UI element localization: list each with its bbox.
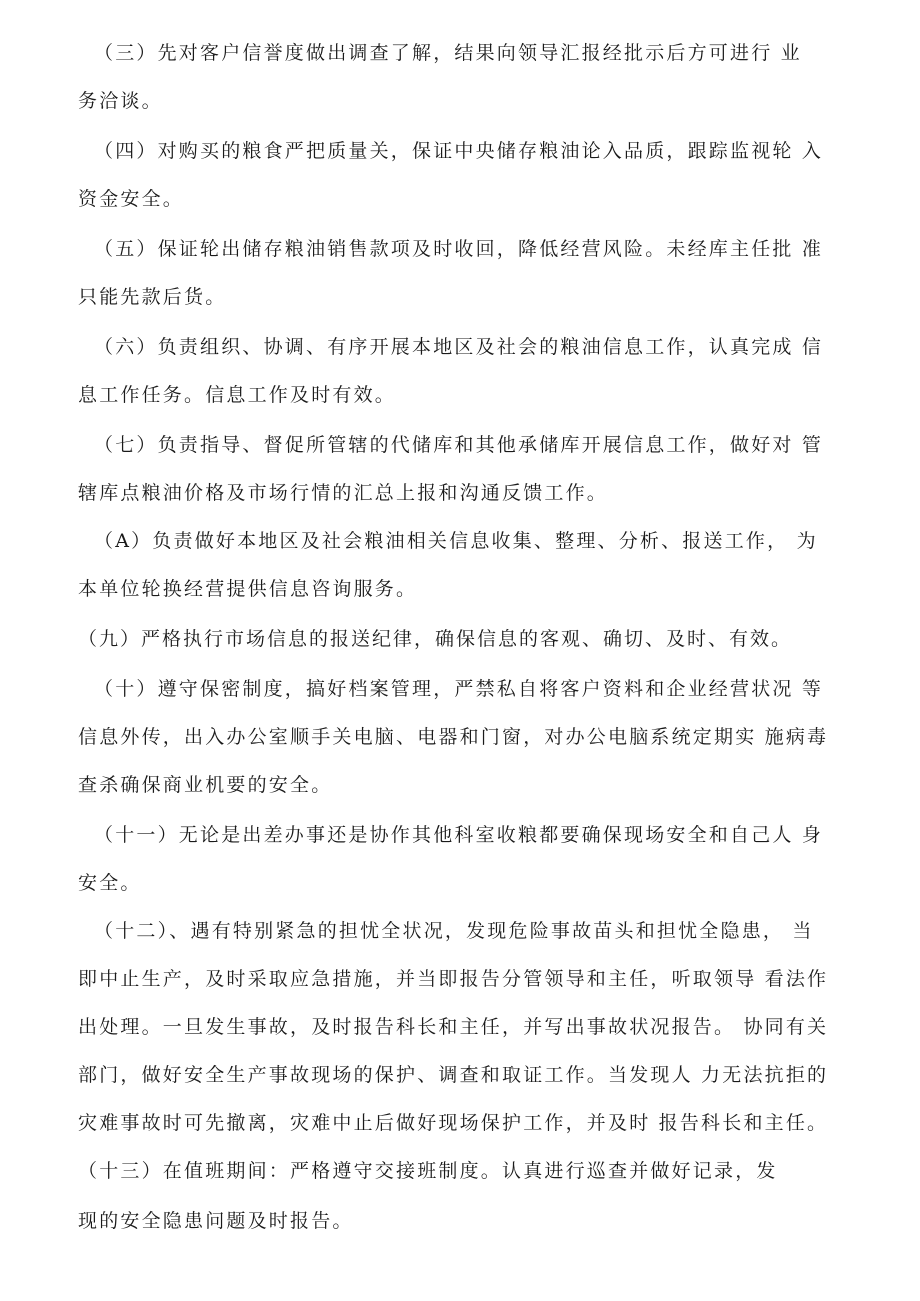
text-line: （四）对购买的粮食严把质量关，保证中央储存粮油论入品质，跟踪监视轮 入 <box>94 140 824 162</box>
text-line: 务洽谈。 <box>78 90 163 112</box>
text-line: 本单位轮换经营提供信息咨询服务。 <box>78 578 418 600</box>
text-line: 辖库点粮油价格及市场行情的汇总上报和沟通反馈工作。 <box>78 482 609 504</box>
text-line: 资金安全。 <box>78 188 185 210</box>
text-line: 现的安全隐患问题及时报告。 <box>78 1210 354 1232</box>
text-line: （十三）在值班期间：严格遵守交接班制度。认真进行巡查并做好记录，发 <box>78 1160 778 1182</box>
text-line: （六）负责组织、协调、有序开展本地区及社会的粮油信息工作，认真完成 信 <box>94 336 824 358</box>
text-line: （十）遵守保密制度，搞好档案管理，严禁私自将客户资料和企业经营状况 等 <box>94 678 824 700</box>
text-line: （十一）无论是出差办事还是协作其他科室收粮都要确保现场安全和自己人 身 <box>94 824 824 846</box>
text-line: 信息外传，出入办公室顺手关电脑、电器和门窗，对办公电脑系统定期实 施病毒 <box>78 726 829 748</box>
text-line: 灾难事故时可先撤离，灾难中止后做好现场保护工作，并及时 报告科长和主任。 <box>78 1112 829 1134</box>
text-line: 查杀确保商业机要的安全。 <box>78 774 333 796</box>
text-line: （九）严格执行市场信息的报送纪律，确保信息的客观、确切、及时、有效。 <box>78 628 793 650</box>
text-line: 即中止生产，及时采取应急措施，并当即报告分管领导和主任，听取领导 看法作 <box>78 968 829 990</box>
text-line: （七）负责指导、督促所管辖的代储库和其他承储库开展信息工作，做好对 管 <box>94 434 824 456</box>
text-line: 安全。 <box>78 872 142 894</box>
text-line: （十二）、遇有特别紧急的担忧全状况，发现危险事故苗头和担忧全隐患， 当 <box>94 920 814 942</box>
text-line: 只能先款后货。 <box>78 286 227 308</box>
text-line: 息工作任务。信息工作及时有效。 <box>78 384 397 406</box>
text-line: 部门，做好安全生产事故现场的保护、调查和取证工作。当发现人 力无法抗拒的 <box>78 1064 829 1086</box>
text-line: 出处理。一旦发生事故，及时报告科长和主任，并写出事故状况报告。 协同有关 <box>78 1016 829 1038</box>
text-line: （A）负责做好本地区及社会粮油相关信息收集、整理、分析、报送工作， 为 <box>94 530 818 552</box>
text-line: （五）保证轮出储存粮油销售款项及时收回，降低经营风险。未经库主任批 准 <box>94 238 824 260</box>
text-line: （三）先对客户信誉度做出调查了解，结果向领导汇报经批示后方可进行 业 <box>94 42 802 64</box>
